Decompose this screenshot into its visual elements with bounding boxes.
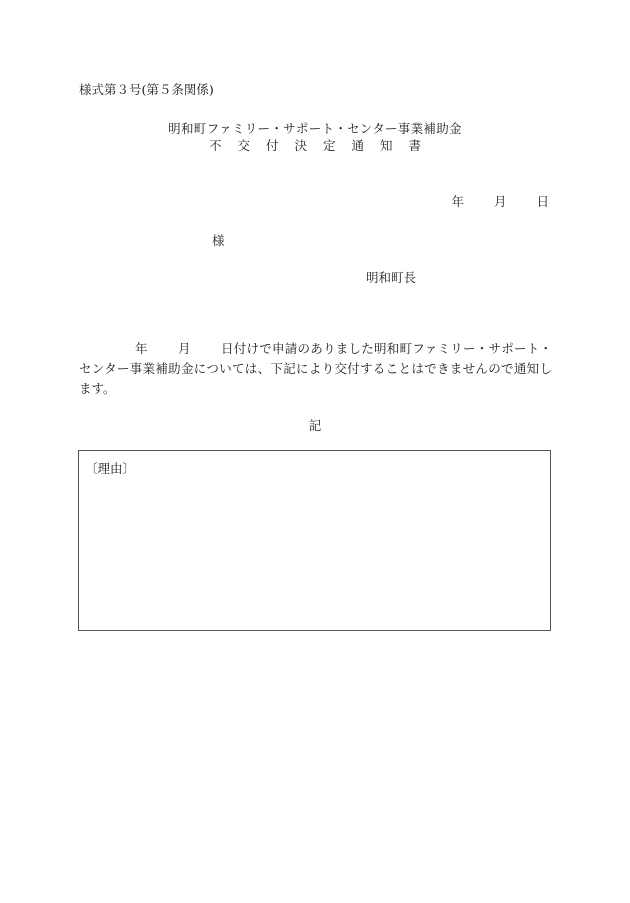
body-text: 日付けで申請のありました明和町ファミリー・サポート・センター事業補助金については、下記により交付することはできませんので通知します。 <box>79 341 552 396</box>
date-day-label: 日 <box>536 194 549 209</box>
recipient-line: 様 <box>212 233 225 248</box>
subtitle-char: 定 <box>323 138 336 153</box>
document-title: 明和町ファミリー・サポート・センター事業補助金 <box>168 121 462 136</box>
date-year-label: 年 <box>451 194 464 209</box>
ki-heading: 記 <box>308 418 322 433</box>
subtitle-char: 知 <box>380 138 393 153</box>
subtitle-char: 不 <box>208 138 222 153</box>
document-subtitle <box>0 136 630 154</box>
body-month-label: 月 <box>177 341 191 356</box>
body-year-label: 年 <box>135 341 148 356</box>
date-month-label: 月 <box>493 194 507 209</box>
subtitle-char: 書 <box>408 138 422 153</box>
subtitle-char: 通 <box>351 138 365 153</box>
issue-date <box>451 192 549 210</box>
form-number: 様式第３号(第５条関係) <box>79 82 214 97</box>
subtitle-char: 決 <box>294 138 307 153</box>
sender-name: 明和町長 <box>366 270 417 285</box>
reason-box <box>78 450 551 631</box>
subtitle-char: 付 <box>265 138 279 153</box>
notice-body <box>79 339 552 399</box>
reason-label: 〔理由〕 <box>85 461 136 476</box>
subtitle-char: 交 <box>237 138 250 153</box>
